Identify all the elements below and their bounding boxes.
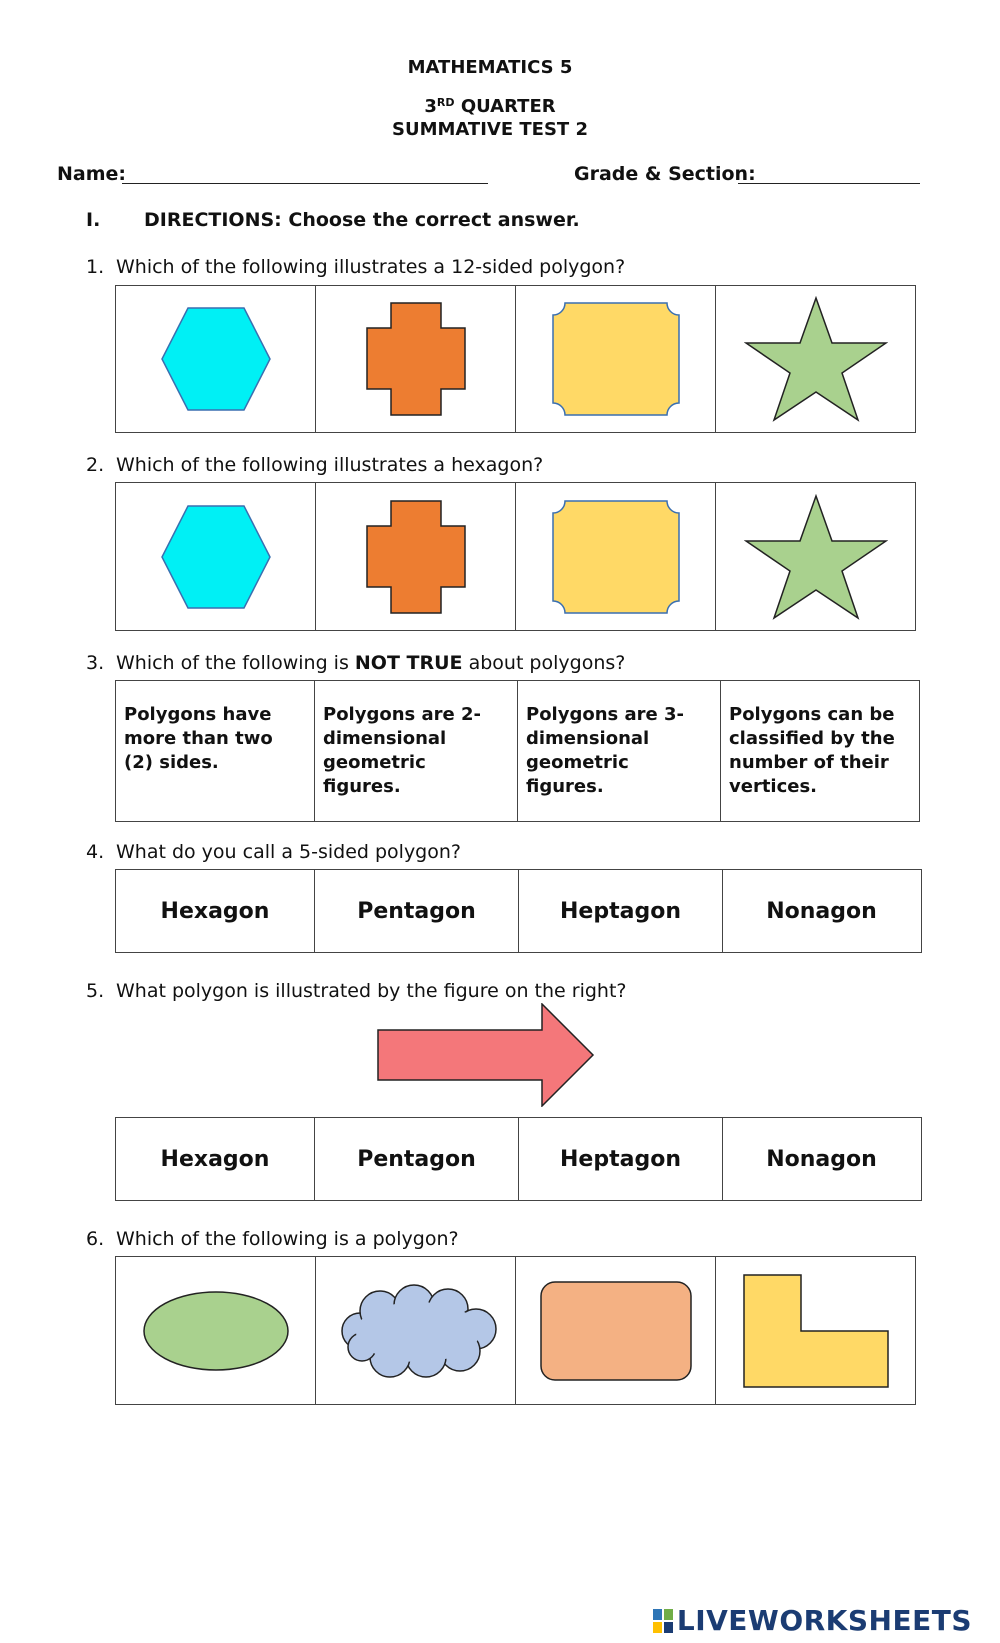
question-number: 4. [86, 841, 105, 863]
choice-2d[interactable] [716, 483, 915, 630]
cross-icon [366, 500, 466, 614]
question-text-before: Which of the following is [116, 652, 355, 674]
subject-title: MATHEMATICS 5 [407, 57, 573, 78]
question-5-choices [115, 1117, 922, 1201]
choice-6d[interactable] [716, 1257, 915, 1404]
cross-icon [366, 302, 466, 416]
question-3 [86, 652, 625, 674]
grade-section-field[interactable] [738, 183, 920, 184]
choice-2a[interactable] [116, 483, 316, 630]
choice-5a[interactable]: Hexagon [116, 1118, 315, 1200]
arrow-icon [377, 1003, 595, 1107]
question-text-emphasis: NOT TRUE [354, 652, 463, 674]
question-number: 1. [86, 256, 105, 278]
choice-3b[interactable]: Polygons are 2-dimensional geometric figures. [315, 681, 518, 821]
choice-5c[interactable]: Heptagon [519, 1118, 723, 1200]
quarter-number: 3 [424, 96, 437, 117]
choice-3c[interactable]: Polygons are 3-dimensional geometric figures. [518, 681, 721, 821]
ellipse-icon [142, 1290, 290, 1372]
liveworksheets-logo-icon [653, 1609, 673, 1633]
question-text: What polygon is illustrated by the figure on the right? [116, 980, 627, 1002]
question-4 [86, 841, 461, 863]
choice-2b[interactable] [316, 483, 516, 630]
choice-4a[interactable]: Hexagon [116, 870, 315, 952]
question-4-choices [115, 869, 922, 953]
choice-6b[interactable] [316, 1257, 516, 1404]
l-shape-icon [743, 1274, 889, 1388]
choice-1a[interactable] [116, 286, 316, 432]
name-label: Name: [57, 163, 127, 185]
choice-4d[interactable]: Nonagon [766, 898, 877, 924]
question-2-choices [115, 482, 916, 631]
choice-3a[interactable]: Polygons have more than two (2) sides. [116, 681, 315, 821]
choice-4b[interactable]: Pentagon [315, 870, 519, 952]
choice-4c[interactable]: Heptagon [519, 870, 723, 952]
footer-logo[interactable] [653, 1604, 972, 1637]
footer-brand: LIVEWORKSHEETS [676, 1604, 972, 1637]
choice-2c[interactable] [516, 483, 716, 630]
question-1-choices [115, 285, 916, 433]
question-3-choices [115, 680, 920, 822]
question-number: 6. [86, 1228, 105, 1250]
test-title: SUMMATIVE TEST 2 [391, 119, 588, 140]
notched-square-icon [551, 499, 681, 615]
star-icon [744, 296, 888, 422]
choice-1d[interactable] [716, 286, 915, 432]
question-text: What do you call a 5-sided polygon? [116, 841, 461, 863]
question-text: Which of the following illustrates a 12-sided polygon? [116, 256, 626, 278]
question-text-after: about polygons? [462, 652, 626, 674]
question-number: 3. [86, 652, 105, 674]
directions-numeral: I. [86, 209, 101, 231]
question-number: 5. [86, 980, 105, 1002]
question-text: Which of the following illustrates a hexagon? [116, 454, 544, 476]
quarter-title [0, 96, 980, 117]
star-icon [744, 494, 888, 620]
question-2 [86, 454, 543, 476]
notched-square-icon [551, 301, 681, 417]
quarter-word: QUARTER [460, 96, 556, 117]
grade-section-label: Grade & Section: [574, 163, 756, 185]
question-number: 2. [86, 454, 105, 476]
quarter-superscript: RD [436, 96, 455, 109]
choice-3d[interactable]: Polygons can be classified by the number of their vertices. [729, 704, 895, 797]
cloud-icon [330, 1283, 502, 1379]
directions-text: DIRECTIONS: Choose the correct answer. [144, 209, 580, 231]
hexagon-icon [160, 504, 272, 610]
choice-1c[interactable] [516, 286, 716, 432]
rounded-rectangle-icon [540, 1281, 692, 1381]
choice-5d[interactable]: Nonagon [766, 1146, 877, 1172]
choice-6a[interactable] [116, 1257, 316, 1404]
question-text: Which of the following is a polygon? [116, 1228, 459, 1250]
name-field[interactable] [122, 183, 488, 184]
choice-6c[interactable] [516, 1257, 716, 1404]
question-1 [86, 256, 625, 278]
hexagon-icon [160, 306, 272, 412]
question-5 [86, 980, 627, 1002]
question-6 [86, 1228, 459, 1250]
question-6-choices [115, 1256, 916, 1405]
choice-1b[interactable] [316, 286, 516, 432]
choice-5b[interactable]: Pentagon [315, 1118, 519, 1200]
